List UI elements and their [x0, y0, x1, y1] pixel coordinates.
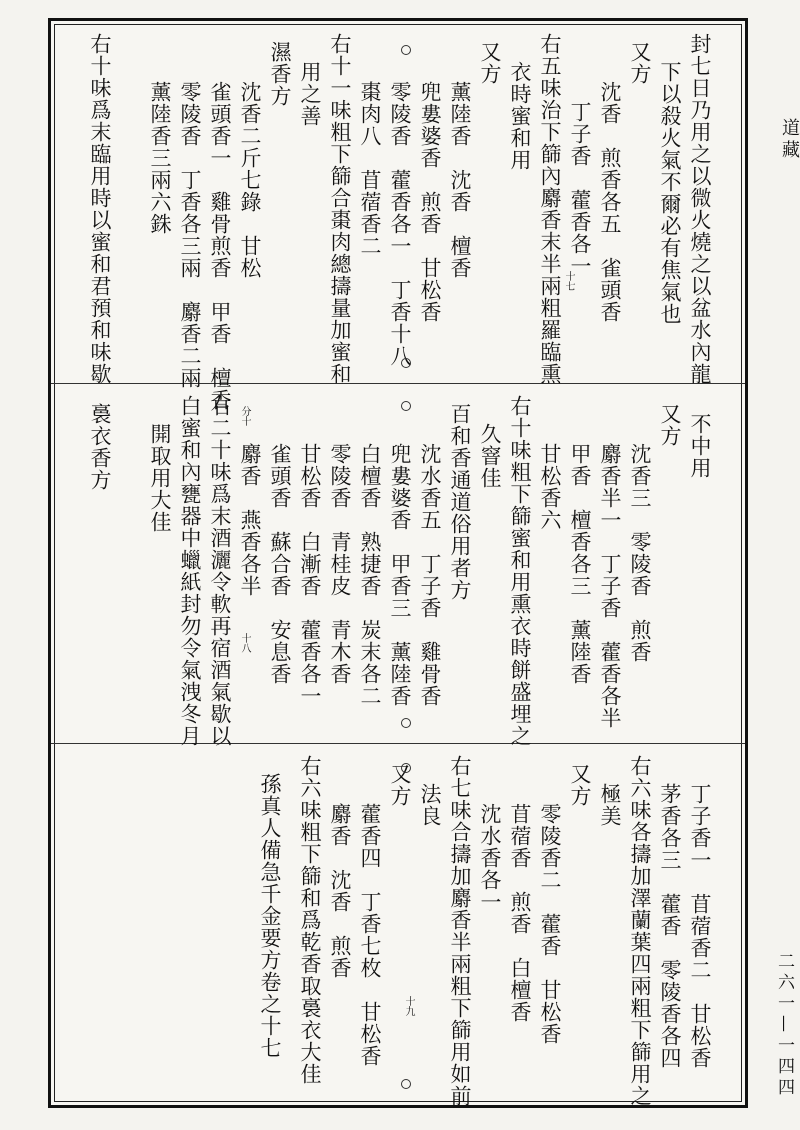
text-column: 丁子香 藿香各一: [568, 101, 592, 277]
text-column: 又方: [478, 41, 502, 85]
text-column: 甘松香 白漸香 藿香各一: [298, 443, 322, 707]
panel-middle: [51, 383, 745, 747]
page-frame: [48, 18, 748, 1108]
text-column: 藿香四 丁香七枚 甘松香: [358, 803, 382, 1067]
text-column: 百和香通道俗用者方: [448, 403, 472, 601]
text-column: 沈水香五 丁子香 雞骨香: [418, 443, 442, 707]
text-column: 薰陸香三兩六銖: [148, 81, 172, 235]
text-column: 又方: [658, 403, 682, 447]
text-column: 兜婁婆香 甲香三 薰陸香: [388, 443, 412, 707]
text-column: 白蜜和內甕器中蠟紙封勿令氣洩冬月: [178, 395, 202, 747]
text-column: 又方: [568, 763, 592, 807]
text-column: 沈香二斤七錄 甘松: [238, 81, 262, 279]
text-column: 右十味爲末臨用時以蜜和君預和味歇: [88, 33, 112, 385]
text-column: 雀頭香一 雞骨煎香 甲香 檀香: [208, 81, 232, 411]
panel-bottom: [51, 743, 745, 1105]
text-column: 沈水香各一: [478, 803, 502, 913]
text-column: 濕香方: [268, 41, 292, 107]
margin-note: 分十: [239, 406, 250, 426]
text-column: 甘松香六: [538, 443, 562, 531]
text-column: 右六味各擣加澤蘭葉四兩粗下篩用之: [628, 755, 652, 1107]
text-column: 零陵香 藿香各一 丁香十八: [388, 81, 412, 367]
text-column: 甲香 檀香各三 薰陸香: [568, 443, 592, 685]
text-column: 不中用: [688, 413, 712, 479]
text-column: 右六味粗下篩和爲乾香取裛衣大佳: [298, 755, 322, 1085]
text-column: 麝香 沈香 煎香: [328, 803, 352, 979]
text-column: 又方: [388, 763, 412, 807]
text-column: 下以殺火氣不爾必有焦氣也: [658, 61, 682, 325]
text-column: 裛衣香方: [88, 403, 112, 491]
text-column: 封七日乃用之以微火燒之以盆水內龍: [688, 33, 712, 385]
text-column: 沈香 煎香各五 雀頭香: [598, 81, 622, 323]
text-column: 右二十味爲末酒灑令軟再宿酒氣歇以: [208, 395, 232, 747]
collation-circle: [401, 718, 411, 728]
text-column: 白檀香 熟捷香 炭末各二: [358, 443, 382, 707]
brand-label: 道藏: [779, 118, 800, 162]
text-column: 極美: [598, 783, 622, 827]
collation-circle: [401, 763, 411, 773]
collation-circle: [401, 45, 411, 55]
text-column: 久窨佳: [478, 423, 502, 489]
text-column: 用之善: [298, 61, 322, 127]
page-number: 二六一—一四四: [774, 952, 794, 1099]
text-column: 零陵香 丁香各三兩 麝香二兩: [178, 81, 202, 389]
text-column: 右五味治下篩內麝香末半兩粗羅臨熏: [538, 33, 562, 385]
collation-circle: [401, 358, 411, 368]
margin-note: 十七: [563, 271, 574, 291]
text-column: 法良: [418, 783, 442, 827]
text-column: 兜婁婆香 煎香 甘松香: [418, 81, 442, 323]
text-column: 沈香三 零陵香 煎香: [628, 443, 652, 663]
collation-circle: [401, 1079, 411, 1089]
text-column: 右十一味粗下篩合棗肉總擣量加蜜和: [328, 33, 352, 385]
text-column: 棗肉八 苜蓿香二: [358, 81, 382, 257]
text-column: 零陵香 青桂皮 青木香: [328, 443, 352, 685]
collation-circle: [401, 401, 411, 411]
text-column: 麝香半一 丁子香 藿香各半: [598, 443, 622, 729]
text-column: 丁子香一 苜蓿香二 甘松香: [688, 783, 712, 1069]
margin-note: 十八: [239, 633, 250, 653]
text-column: 苜蓿香 煎香 白檀香: [508, 803, 532, 1023]
text-column: 孫真人備急千金要方卷之十七: [258, 773, 282, 1059]
text-column: 右十味粗下篩蜜和用熏衣時餅盛埋之: [508, 395, 532, 747]
text-column: 薰陸香 沈香 檀香: [448, 81, 472, 279]
text-column: 又方: [628, 41, 652, 85]
panel-top: [51, 21, 745, 411]
margin-note: 十九: [403, 996, 414, 1016]
text-column: 衣時蜜和用: [508, 61, 532, 171]
text-column: 右七味合擣加麝香半兩粗下篩用如前: [448, 755, 472, 1107]
text-column: 茅香各三 藿香 零陵香各四: [658, 783, 682, 1069]
text-column: 雀頭香 蘇合香 安息香: [268, 443, 292, 685]
text-column: 零陵香二 藿香 甘松香: [538, 803, 562, 1045]
text-column: 麝香 燕香各半: [238, 443, 262, 597]
text-column: 開取用大佳: [148, 423, 172, 533]
